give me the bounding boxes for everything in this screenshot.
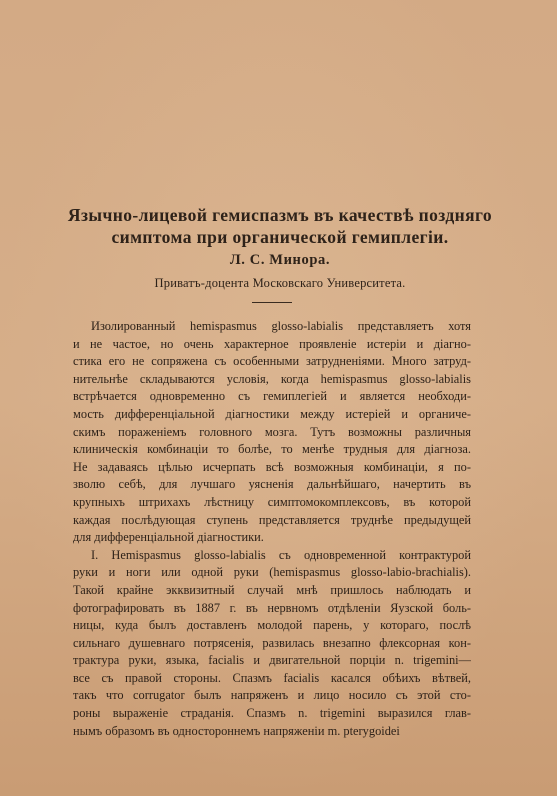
body-line: Не задаваясь цѣлью исчерпать всѣ возможныя комбинаціи, я по- [73, 459, 471, 474]
body-line: все съ правой стороны. Спазмъ facialis касался обѣихъ вѣтвей, [73, 670, 471, 685]
body-text [73, 318, 471, 740]
body-line: и не частое, но очень характерное проявленіе истеріи и діагно- [73, 336, 471, 351]
body-line: Такой крайне экквизитный случай мнѣ пришлось наблюдать и [73, 582, 471, 597]
body-line: нымъ образомъ въ одностороннемъ напряженіи m. pterygoidei [73, 723, 400, 738]
title-line-1: Язычно-лицевой гемиспазмъ въ качествѣ поздняго [67, 205, 493, 225]
body-line: ницы, куда былъ доставленъ молодой парень, у котораго, послѣ [73, 618, 471, 633]
body-line: скимъ пораженіемъ головного мозга. Тутъ возможны различныя [73, 424, 471, 439]
divider-rule [252, 302, 292, 303]
author-affiliation: Приватъ-доцента Московскаго Университета. [154, 276, 406, 290]
title-line-2: симптома при органической гемиплегіи. [111, 227, 449, 247]
body-line: такъ что corrugator былъ напряженъ и лицо носило съ этой сто- [73, 688, 471, 703]
body-line: нительнѣе складываются условія, когда hemispasmus glosso-labialis [73, 371, 471, 386]
body-line: зволю себѣ, для лучшаго уясненія дальнѣйшаго, начертить въ [73, 477, 471, 492]
body-line: сильнаго душевнаго потрясенія, развилась внезапно флексорная кон- [73, 635, 471, 650]
body-line: каждая послѣдующая ступень представляется труднѣе предыдущей [73, 512, 471, 527]
body-line: руки и ноги или одной руки (hemispasmus glosso-labio-brachialis). [73, 565, 471, 580]
body-line: клиническія комбинаціи то болѣе, то менѣе трудныя для діагноза. [73, 442, 471, 457]
body-line: мость дифференціальной діагностики между истеріей и органиче- [73, 406, 471, 421]
article-title [60, 204, 500, 248]
body-line: крупныхъ штрихахъ лѣстницу симптомокомплексовъ, въ которой [73, 494, 471, 509]
body-line: трактура руки, языка, facialis и двигательной порціи n. trigemini— [73, 653, 471, 668]
body-line: встрѣчается одновременно съ гемиплегіей и является необходи- [73, 389, 471, 404]
body-line: I. Hemispasmus glosso-labialis съ одновременной контрактурой [91, 547, 471, 562]
body-line: фотографировать въ 1887 г. въ нервномъ отдѣленіи Яузской боль- [73, 600, 471, 615]
body-line: Изолированный hemispasmus glosso-labialis представляетъ хотя [91, 319, 471, 333]
author-name: Л. С. Минора. [229, 252, 331, 268]
body-line: для дифференціальной діагностики. [73, 530, 264, 545]
body-line: роны выраженіе страданія. Спазмъ n. trigemini выразился глав- [73, 706, 471, 721]
body-line: стика его не сопряжена съ особенными затрудненіями. Много затруд- [73, 354, 471, 369]
